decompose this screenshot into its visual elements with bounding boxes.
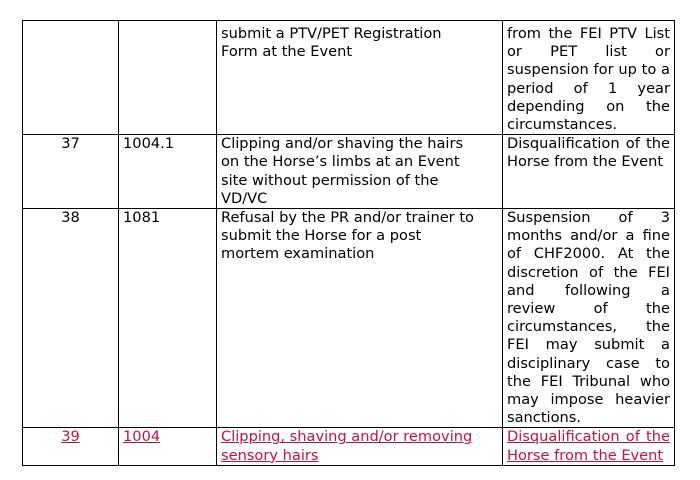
offence-cell: Clipping, shaving and/or removing sensory hairs bbox=[217, 428, 503, 465]
article-cell: 1004 bbox=[119, 428, 217, 465]
row-number-cell: 37 bbox=[23, 135, 119, 209]
table-row-37 bbox=[23, 135, 675, 209]
sanctions-table bbox=[22, 20, 675, 466]
article-cell: 1004.1 bbox=[119, 135, 217, 209]
sanction-cell: from the FEI PTV List or PET list or suspension for up to a period of 1 year depending on the circumstances. bbox=[503, 21, 675, 135]
offence-cell: Clipping and/or shaving the hairs on the Horse’s limbs at an Event site without permission of the VD/VC bbox=[217, 135, 503, 209]
row-number-cell bbox=[23, 21, 119, 135]
row-number-cell: 38 bbox=[23, 209, 119, 428]
table-row-38 bbox=[23, 209, 675, 428]
offence-cell: Refusal by the PR and/or trainer to submit the Horse for a post mortem examination bbox=[217, 209, 503, 428]
article-cell: 1081 bbox=[119, 209, 217, 428]
sanction-cell: Suspension of 3 months and/or a fine of CHF2000. At the discretion of the FEI and following a review of the circumstances, the FEI may submit a disciplinary case to the FEI Tribunal who may impose heavier sanctions. bbox=[503, 209, 675, 428]
article-cell bbox=[119, 21, 217, 135]
sanction-cell: Disqualification of the Horse from the Event bbox=[503, 135, 675, 209]
row-number-cell: 39 bbox=[23, 428, 119, 465]
table-row-continued bbox=[23, 21, 675, 135]
table-row-39-revised bbox=[23, 428, 675, 465]
sanction-cell: Disqualification of the Horse from the Event bbox=[503, 428, 675, 465]
offence-cell: submit a PTV/PET Registration Form at the Event bbox=[217, 21, 503, 135]
